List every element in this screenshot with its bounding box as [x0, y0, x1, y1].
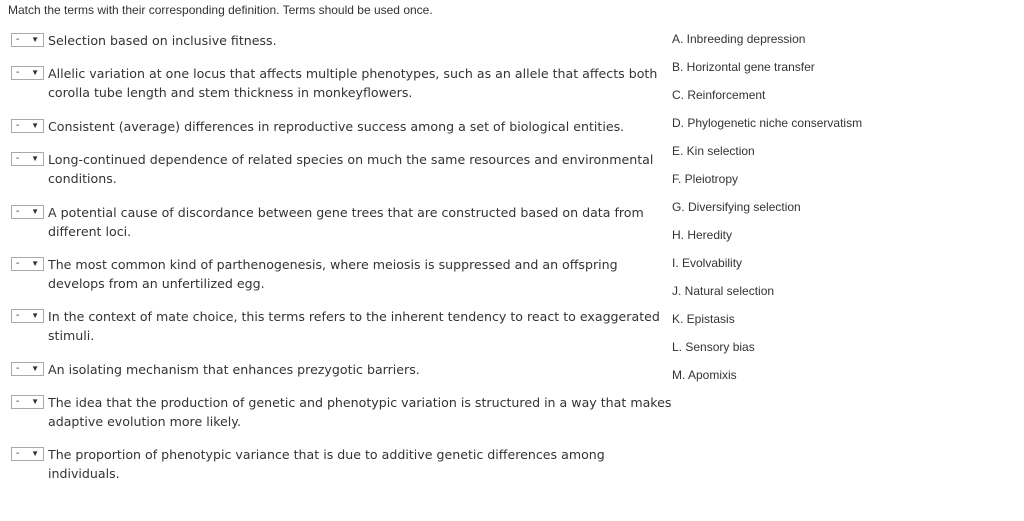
question-text: Allelic variation at one locus that affects multiple phenotypes, such as an allele that affects both corolla tube length and stem thickness in monkeyflowers.: [48, 66, 658, 100]
question-text: The proportion of phenotypic variance that is due to additive genetic differences among individuals.: [48, 447, 605, 481]
answer-option: K. Epistasis: [672, 312, 735, 326]
question-text: The idea that the production of genetic and phenotypic variation is structured in a way that makes adaptive evolution more likely.: [48, 395, 672, 429]
dropdown-arrow-icon: ▼: [31, 121, 39, 130]
question-text: In the context of mate choice, this terms refers to the inherent tendency to react to exaggerated stimuli.: [48, 309, 660, 343]
answer-dropdown[interactable]: [11, 66, 44, 80]
answer-option: B. Horizontal gene transfer: [672, 60, 815, 74]
answer-option: G. Diversifying selection: [672, 200, 801, 214]
dropdown-value: -: [16, 206, 20, 217]
answer-dropdown[interactable]: [11, 205, 44, 219]
answer-dropdown[interactable]: [11, 152, 44, 166]
answer-option: F. Pleiotropy: [672, 172, 739, 186]
answer-option: H. Heredity: [672, 228, 733, 242]
dropdown-arrow-icon: ▼: [31, 68, 39, 77]
answer-dropdown[interactable]: [11, 395, 44, 409]
answer-option: I. Evolvability: [672, 256, 743, 270]
dropdown-value: -: [16, 153, 20, 164]
answer-option: L. Sensory bias: [672, 340, 755, 354]
answer-option: E. Kin selection: [672, 144, 755, 158]
dropdown-arrow-icon: ▼: [31, 449, 39, 458]
dropdown-arrow-icon: ▼: [31, 154, 39, 163]
dropdown-value: -: [16, 448, 20, 459]
instructions: Match the terms with their corresponding definition. Terms should be used once.: [8, 3, 433, 17]
dropdown-arrow-icon: ▼: [31, 364, 39, 373]
answer-option: M. Apomixis: [672, 368, 737, 382]
dropdown-value: -: [16, 120, 20, 131]
dropdown-value: -: [16, 363, 20, 374]
question-text: Long-continued dependence of related species on much the same resources and environmental conditions.: [48, 152, 654, 186]
answer-option: A. Inbreeding depression: [672, 32, 806, 46]
dropdown-value: -: [16, 310, 20, 321]
answer-option: C. Reinforcement: [672, 88, 766, 102]
question-text: Selection based on inclusive fitness.: [48, 33, 277, 48]
question-text: The most common kind of parthenogenesis, where meiosis is suppressed and an offspring develops from an unfertilized egg.: [48, 257, 618, 291]
question-text: A potential cause of discordance between gene trees that are constructed based on data from different loci.: [48, 205, 644, 239]
dropdown-value: -: [16, 258, 20, 269]
answer-dropdown[interactable]: [11, 119, 44, 133]
dropdown-arrow-icon: ▼: [31, 397, 39, 406]
dropdown-value: -: [16, 34, 20, 45]
question-text: An isolating mechanism that enhances prezygotic barriers.: [48, 362, 420, 377]
answer-option: J. Natural selection: [672, 284, 775, 298]
answer-dropdown[interactable]: [11, 309, 44, 323]
answer-dropdown[interactable]: [11, 257, 44, 271]
dropdown-arrow-icon: ▼: [31, 311, 39, 320]
answer-option: D. Phylogenetic niche conservatism: [672, 116, 863, 130]
answer-dropdown[interactable]: [11, 362, 44, 376]
dropdown-arrow-icon: ▼: [31, 259, 39, 268]
dropdown-value: -: [16, 396, 20, 407]
dropdown-arrow-icon: ▼: [31, 35, 39, 44]
question-text: Consistent (average) differences in reproductive success among a set of biological entities.: [48, 119, 625, 134]
answer-dropdown[interactable]: [11, 33, 44, 47]
dropdown-arrow-icon: ▼: [31, 207, 39, 216]
dropdown-value: -: [16, 67, 20, 78]
answer-dropdown[interactable]: [11, 447, 44, 461]
